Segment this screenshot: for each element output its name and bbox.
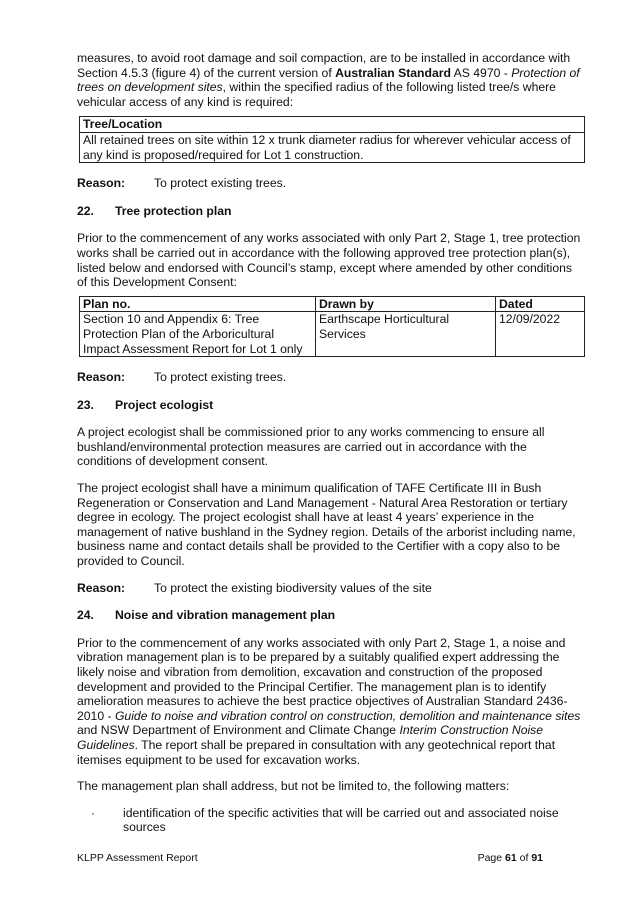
document-page xyxy=(77,51,583,835)
bullet-item xyxy=(77,806,583,835)
s24-italic-guidelines: Interim Construction Noise Guidelines xyxy=(77,723,544,752)
reason-2 xyxy=(77,370,583,385)
bullet-text: identification of the specific activities that will be carried out and associated noise sources xyxy=(123,805,559,835)
intro-paragraph xyxy=(77,51,583,109)
reason-label: Reason: xyxy=(77,580,126,595)
section-22-heading xyxy=(77,204,583,219)
tree-protection-plan-table xyxy=(79,296,585,357)
dated-header: Dated xyxy=(496,296,585,312)
tree-table-header: Tree/Location xyxy=(80,117,585,133)
section-23-paragraph-1: A project ecologist shall be commissioned prior to any works commencing to ensure all bushland/environmental protection measures are carried out in accordance with the conditions of development consent. xyxy=(77,425,545,469)
intro-italic-title: Protection of trees on development sites xyxy=(77,65,580,95)
section-24-paragraph-1 xyxy=(77,636,583,767)
footer-report-name: KLPP Assessment Report xyxy=(77,852,198,864)
page-label: Page xyxy=(477,852,506,864)
intro-text-3: , within the specified radius of the following listed tree/s where vehicular access of any kind is required: xyxy=(77,80,556,109)
reason-text: To protect the existing biodiversity values of the site xyxy=(154,580,432,595)
intro-text-2: AS 4970 - xyxy=(450,65,512,80)
reason-label: Reason: xyxy=(77,176,126,191)
reason-text: To protect existing trees. xyxy=(154,370,287,385)
section-title: Tree protection plan xyxy=(115,203,232,218)
plan-no-header: Plan no. xyxy=(80,296,316,312)
page-of-label: of xyxy=(516,852,532,864)
s24-text-2: and NSW Department of Environment and Climate Change xyxy=(77,723,400,738)
page-total: 91 xyxy=(531,852,543,864)
reason-1 xyxy=(77,176,583,191)
reason-text: To protect existing trees. xyxy=(154,176,287,191)
section-title: Noise and vibration management plan xyxy=(115,608,336,623)
section-24-heading xyxy=(77,608,583,623)
intro-bold-standard: Australian Standard xyxy=(335,65,451,80)
s24-italic-guide: Guide to noise and vibration control on construction, demolition and maintenance sites xyxy=(114,708,581,723)
reason-3 xyxy=(77,581,583,596)
section-23-heading xyxy=(77,398,583,413)
footer-page-number xyxy=(478,852,543,864)
s24-text-1: Prior to the commencement of any works associated with only Part 2, Stage 1, a noise and vibration management plan is to be prepared by a suitably qualified expert addressing the likely noise and vibration from demolition, excavation and construction of the proposed development and provided to the Principal Certifier. The management plan is to identify amelioration measures to achieve the best practice objectives of Australian Standard 2436-2010 - xyxy=(77,635,568,723)
intro-text-1: measures, to avoid root damage and soil compaction, are to be installed in accordance with Section 4.5.3 (figure 4) of the current version of xyxy=(77,51,571,80)
section-22-body: Prior to the commencement of any works associated with only Part 2, Stage 1, tree protection works shall be carried out in accordance with the following approved tree protection plan(s), listed below and endorsed with Council’s stamp, except where amended by other conditions of this Development Consent: xyxy=(77,231,581,290)
section-number: 24. xyxy=(77,608,94,623)
section-23-paragraph-2: The project ecologist shall have a minimum qualification of TAFE Certificate III in Bush Regeneration or Conservation and Land Management - Natural Area Restoration or tertiary degree in ecology. The project ecologist shall have at least 4 years’ experience in the management of native bushland in the Sydney region. Details of the arborist including name, business name and contact details shall be provided to the Certifier with a copy also to be provided to Council. xyxy=(77,481,576,569)
section-title: Project ecologist xyxy=(115,397,214,412)
tree-table-cell: All retained trees on site within 12 x trunk diameter radius for wherever vehicular access of any kind is proposed/required for Lot 1 construction. xyxy=(80,132,585,162)
bullet-mark: · xyxy=(91,805,96,820)
drawn-by-cell: Earthscape Horticultural Services xyxy=(316,312,496,357)
plan-no-cell: Section 10 and Appendix 6: Tree Protection Plan of the Arboricultural Impact Assessment Report for Lot 1 only xyxy=(80,312,316,357)
section-number: 22. xyxy=(77,203,94,218)
drawn-by-header: Drawn by xyxy=(316,296,496,312)
section-number: 23. xyxy=(77,397,94,412)
reason-label: Reason: xyxy=(77,370,126,385)
page-current: 61 xyxy=(505,852,517,864)
s24-text-3: . The report shall be prepared in consultation with any geotechnical report that itemises equipment to be used for excavation works. xyxy=(77,737,556,767)
tree-location-table xyxy=(79,116,585,163)
section-24-paragraph-2: The management plan shall address, but not be limited to, the following matters: xyxy=(77,779,510,794)
dated-cell: 12/09/2022 xyxy=(496,312,585,357)
page-footer xyxy=(77,852,543,864)
